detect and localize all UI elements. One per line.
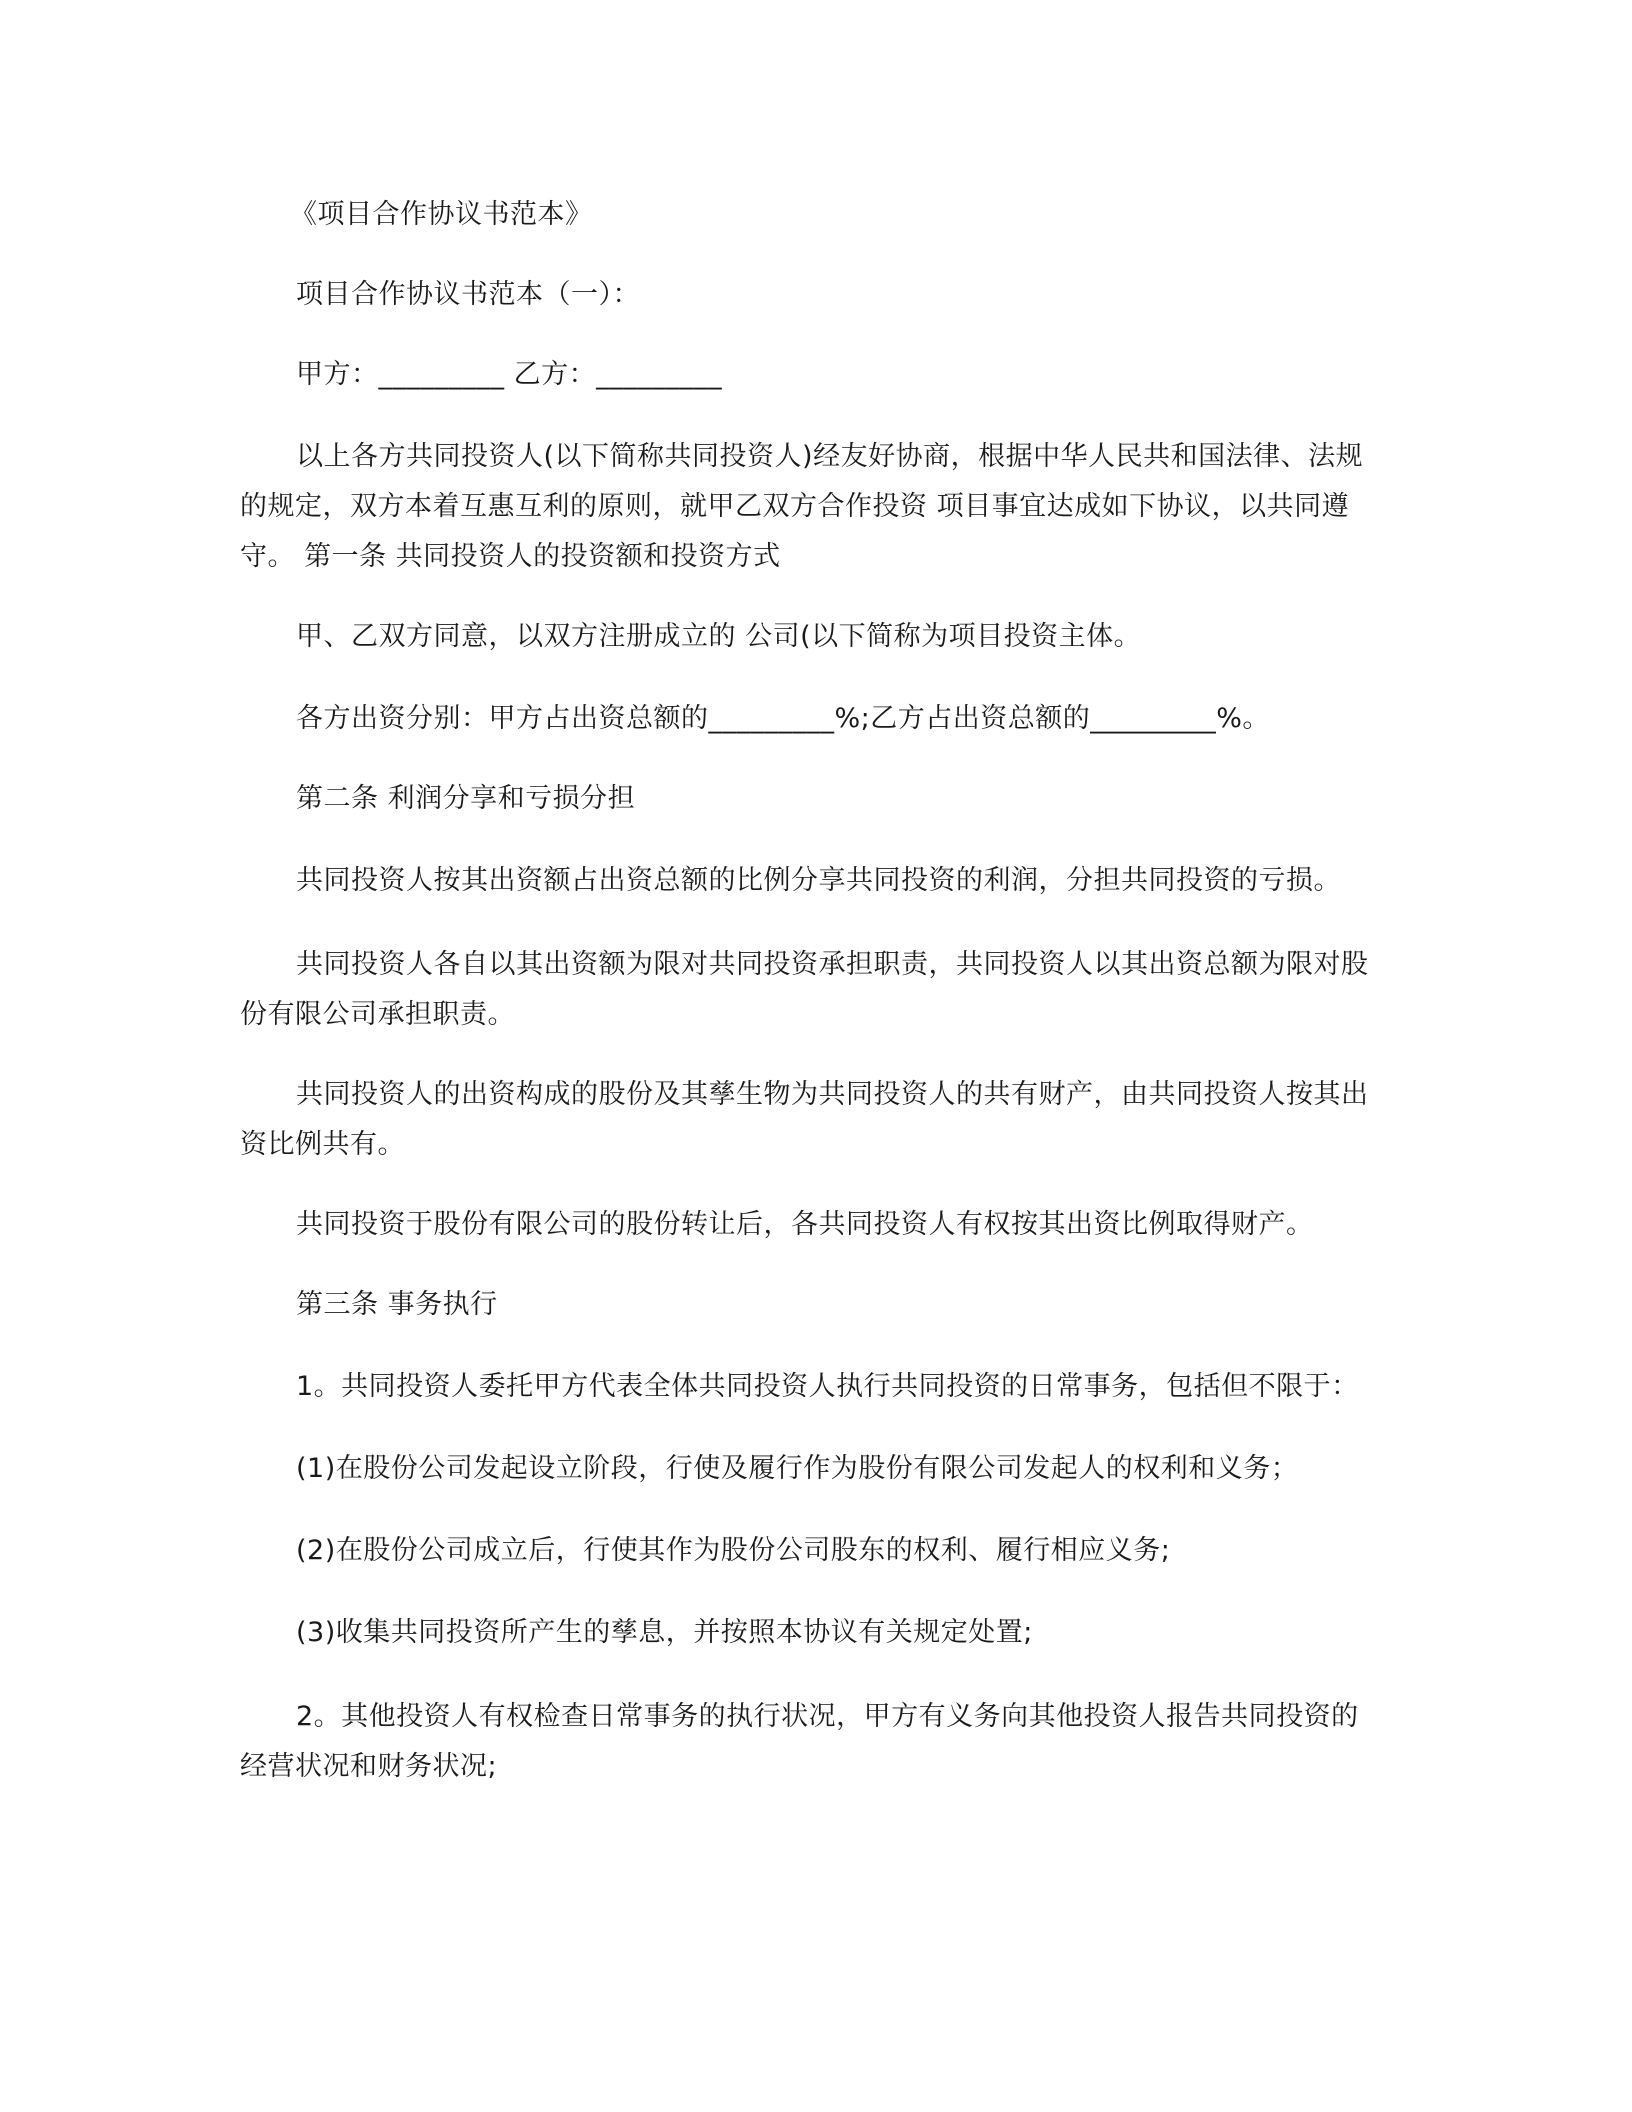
item-1-2: (2)在股份公司成立后，行使其作为股份公司股东的权利、履行相应义务; [296,1535,1171,1566]
item-1: 1。共同投资人委托甲方代表全体共同投资人执行共同投资的日常事务，包括但不限于： [296,1371,1359,1402]
property-line-1: 共同投资人的出资构成的股份及其孳生物为共同投资人的共有财产，由共同投资人按其出 [296,1079,1369,1110]
liability-line-2: 份有限公司承担职责。 [240,999,515,1030]
parties-line: 甲方：_________ 乙方：_________ [296,359,723,390]
shares-paragraph: 各方出资分别：甲方占出资总额的_________%;乙方占出资总额的_________%。 [296,703,1270,734]
liability-line-1: 共同投资人各自以其出资额为限对共同投资承担职责，共同投资人以其出资总额为限对股 [296,949,1369,980]
property-paragraph [240,1070,1390,1170]
item-1-1: (1)在股份公司发起设立阶段，行使及履行作为股份有限公司发起人的权利和义务； [296,1453,1299,1484]
article-3-heading: 第三条 事务执行 [296,1289,498,1320]
company-paragraph: 甲、乙双方同意，以双方注册成立的 公司(以下简称为项目投资主体。 [296,621,1142,652]
intro-line-3: 守。 第一条 共同投资人的投资额和投资方式 [240,541,781,572]
item-1-3: (3)收集共同投资所产生的孳息，并按照本协议有关规定处置; [296,1617,1033,1648]
item-2-paragraph [240,1692,1390,1792]
article-2-heading: 第二条 利润分享和亏损分担 [296,783,636,814]
item-2-line-1: 2。其他投资人有权检查日常事务的执行状况，甲方有义务向其他投资人报告共同投资的 [296,1701,1359,1732]
intro-line-2: 的规定，双方本着互惠互利的原则，就甲乙双方合作投资 项目事宜达成如下协议，以共同遵 [240,491,1350,522]
intro-paragraph [240,432,1390,582]
liability-paragraph [240,940,1390,1040]
property-line-2: 资比例共有。 [240,1129,405,1160]
document-subtitle: 项目合作协议书范本（一）： [296,279,640,310]
profit-paragraph: 共同投资人按其出资额占出资总额的比例分享共同投资的利润，分担共同投资的亏损。 [296,865,1341,896]
item-2-line-2: 经营状况和财务状况; [240,1751,498,1782]
intro-line-1: 以上各方共同投资人(以下简称共同投资人)经友好协商，根据中华人民共和国法律、法规 [296,441,1364,472]
document-title: 《项目合作协议书范本》 [290,199,593,230]
transfer-paragraph: 共同投资于股份有限公司的股份转让后，各共同投资人有权按其出资比例取得财产。 [296,1209,1314,1240]
